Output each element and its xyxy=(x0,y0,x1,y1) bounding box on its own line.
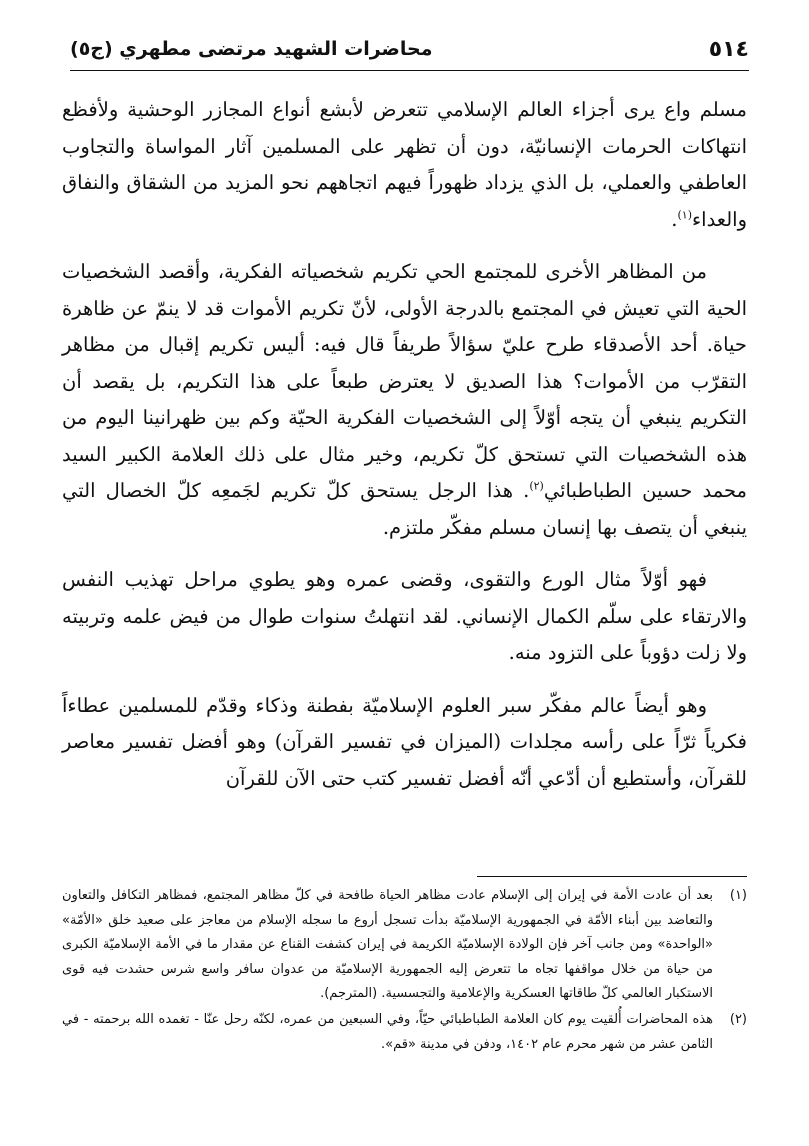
running-title: محاضرات الشهيد مرتضى مطهري (ج٥) xyxy=(70,38,433,60)
footnote-text: هذه المحاضرات أُلقيت يوم كان العلامة الطباطبائي حيّاً، وفي السبعين من عمره، لكنّه رحل عنّا - تغمده الله برحمته - في الثامن عشر من شهر محرم عام ١٤٠٢، ودفن في مدينة «قم». xyxy=(62,1011,713,1052)
footnote-reference: (٢) xyxy=(529,479,544,493)
paragraph: مسلم واع يرى أجزاء العالم الإسلامي تتعرض لأبشع أنواع المجازر الوحشية ولأفظع انتهاكات الحرمات الإنسانيّة، دون أن تظهر على المسلمين آثار المواساة والتجاوب العاطفي والعملي، بل الذي يزداد ظهوراً فيهم اتجاههم نحو المزيد من الشقاق والنفاق والعداء$^{(١)}$. xyxy=(62,98,747,231)
main-text xyxy=(62,92,747,813)
paragraph: فهو أوّلاً مثال الورع والتقوى، وقضى عمره وهو يطوي مراحل تهذيب النفس والارتقاء على سلّم الكمال الإنساني. لقد انتهلتُ سنوات طوال من فيض علمه وتربيته ولا زلت دؤوباً على التزود منه. xyxy=(62,568,747,664)
paragraph: من المظاهر الأخرى للمجتمع الحي تكريم شخصياته الفكرية، وأقصد الشخصيات الحية التي تعيش في المجتمع بالدرجة الأولى، لأنّ تكريم الأموات قد لا ينمّ عن ظاهرة حياة. أحد الأصدقاء طرح عليّ سؤالاً طريفاً قال فيه: أليس تكريم إقبال من مظاهر التقرّب من الأموات؟ هذا الصديق لا يعترض طبعاً على هذا التكريم، بل يقصد أن التكريم ينبغي أن يتجه أوّلاً إلى الشخصيات الفكرية الحيّة وكم بين ظهرانينا اليوم من هذه الشخصيات التي تستحق كلّ تكريم، وخير مثال على ذلك العلامة الكبير السيد محمد حسين الطباطبائي$^{(٢)}$. هذا الرجل يستحق كلّ تكريم لجَمعِه كلّ الخصال التي ينبغي أن يتصف بها إنسان مسلم مفكّر ملتزم. xyxy=(62,260,747,539)
footnote xyxy=(62,884,747,1007)
page-number: ٥١٤ xyxy=(708,36,749,62)
footnote xyxy=(62,1008,747,1057)
footnote-text: بعد أن عادت الأمة في إيران إلى الإسلام عادت مظاهر الحياة طافحة في كلّ مظاهر المجتمع، فمظاهر التكافل والتعاون والتعاضد بين أبناء الأمّة في الجمهورية الإسلاميّة بدأت تسجل أروع ما سجله الإسلام من معاجز على صعيد خلق «الأمّة» «الواحدة» ومن جانب آخر فإن الولادة الإسلاميّة الكريمة في إيران كشفت القناع عن مقدار ما في الأمة الإسلاميّة الكبرى من حياة من خلال مواقفها تجاه ما تتعرض إليه الجمهورية الإسلاميّة من عدوان سافر واسع شرس حشدت فيه قوى الاستكبار العالمي كلّ طاقاتها العسكرية والإعلامية والتجسسية. (المترجم). xyxy=(62,888,713,1002)
paragraph: وهو أيضاً عالم مفكّر سبر العلوم الإسلاميّة بفطنة وذكاء وقدّم للمسلمين عطاءاً فكرياً ثرّاً على رأسه مجلدات (الميزان في تفسير القرآن) وهو أفضل تفسير معاصر للقرآن، وأستطيع أن أدّعي أنّه أفضل تفسير كتب حتى الآن للقرآن xyxy=(62,693,747,790)
footnote-reference: (١) xyxy=(677,208,692,221)
footnote-marker: (١) xyxy=(729,888,747,903)
footnote-divider xyxy=(477,876,747,877)
footnotes xyxy=(62,884,747,1058)
page-header xyxy=(70,32,749,66)
header-divider xyxy=(70,70,749,71)
footnote-marker: (٢) xyxy=(729,1011,747,1027)
